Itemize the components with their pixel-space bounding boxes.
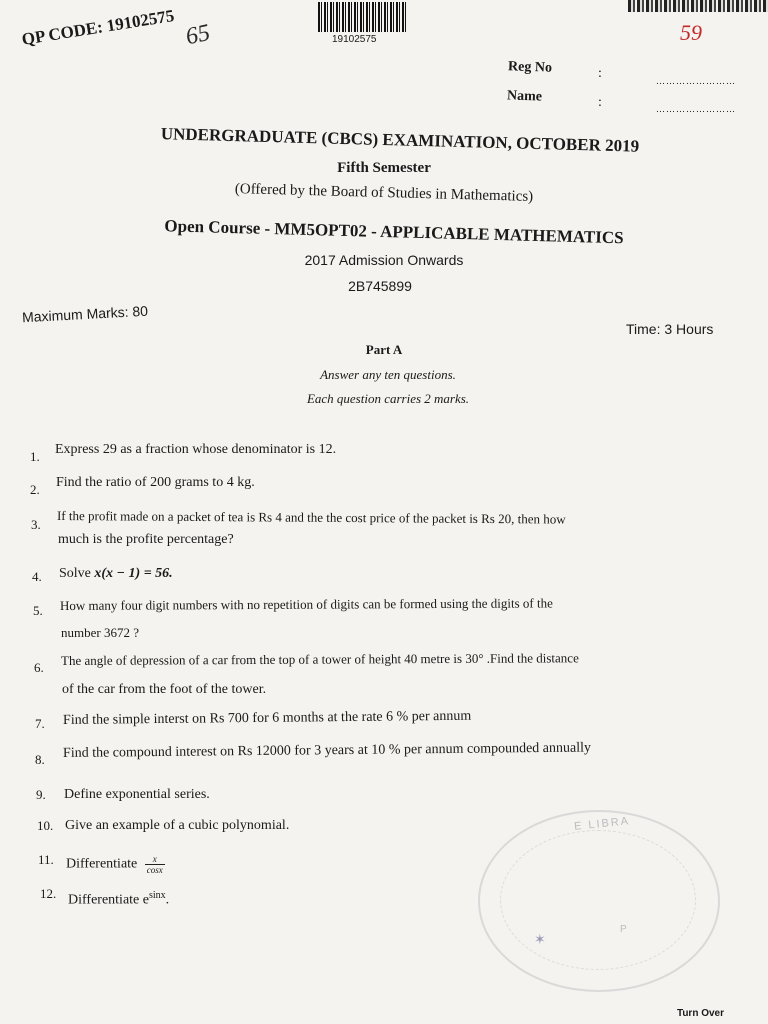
barcode	[318, 2, 406, 32]
question-text-continued: much is the profite percentage?	[58, 532, 234, 547]
question-number: 2.	[30, 482, 40, 497]
qr-code-strip	[628, 0, 768, 12]
handwritten-number: 59	[680, 20, 702, 45]
question-text	[66, 854, 165, 875]
qp-code: QP CODE: 19102575	[20, 6, 176, 49]
name-field: ……………………	[656, 104, 736, 114]
question-text: Find the simple interst on Rs 700 for 6 months at the rate 6 % per annum	[62, 708, 472, 728]
offered-by: (Offered by the Board of Studies in Mathematics)	[234, 181, 534, 205]
question-number: 5.	[33, 603, 43, 618]
barcode-number: 19102575	[332, 34, 377, 45]
question-number: 10.	[37, 818, 54, 833]
question-number: 6.	[34, 660, 44, 675]
stamp-text-top: E LIBRA	[573, 815, 631, 833]
question-number: 8.	[35, 752, 45, 767]
question-tail: .	[165, 892, 170, 908]
question-text: How many four digit numbers with no repetition of digits can be formed using the digits of the	[59, 595, 553, 613]
question-number: 3.	[31, 517, 41, 532]
handwritten-qp-mark: 65	[183, 19, 213, 51]
exam-title: UNDERGRADUATE (CBCS) EXAMINATION, OCTOBER 2019	[160, 124, 640, 156]
part-a-title: Part A	[365, 342, 403, 357]
admission: 2017 Admission Onwards	[304, 252, 464, 268]
question-text-continued: of the car from the foot of the tower.	[62, 682, 267, 697]
question-text: Give an example of a cubic polynomial.	[65, 818, 290, 833]
reg-no-field: ……………………	[656, 76, 736, 86]
part-a-instruction-1: Answer any ten questions.	[320, 367, 456, 382]
question-lead: Differentiate e	[68, 892, 149, 908]
question-text	[68, 890, 169, 909]
library-stamp-inner-ring	[500, 830, 696, 970]
reg-no-colon: :	[598, 66, 602, 81]
question-number: 7.	[35, 716, 45, 731]
question-number: 4.	[32, 569, 42, 584]
stamp-text-bottom: P	[620, 924, 629, 935]
fraction-numerator: x	[145, 854, 165, 865]
star-icon: ✶	[534, 933, 546, 948]
question-text-continued: number 3672 ?	[61, 625, 139, 640]
fraction	[145, 854, 165, 875]
max-marks: Maximum Marks: 80	[21, 302, 149, 326]
question-text: If the profit made on a packet of tea is Rs 4 and the the cost price of the packet is Rs 20, then how	[56, 508, 566, 527]
question-lead: Solve	[59, 566, 91, 581]
exam-code: 2B745899	[348, 278, 412, 294]
superscript: sinx	[148, 890, 166, 901]
question-text: Find the compound interest on Rs 12000 for 3 years at 10 % per annum compounded annually	[62, 740, 592, 761]
question-text: Find the ratio of 200 grams to 4 kg.	[56, 475, 255, 490]
name-label: Name	[506, 88, 543, 105]
question-number: 12.	[40, 886, 57, 901]
question-number: 1.	[30, 449, 40, 464]
question-text	[59, 566, 173, 582]
question-text: The angle of depression of a car from the top of a tower of height 40 metre is 30° .Find the distance	[60, 650, 579, 668]
part-a-instruction-2: Each question carries 2 marks.	[306, 391, 470, 406]
name-colon: :	[598, 95, 602, 110]
question-number: 11.	[38, 852, 54, 867]
math-equation: x(x − 1) = 56.	[94, 566, 173, 581]
question-text: Define exponential series.	[64, 787, 210, 802]
reg-no-label: Reg No	[507, 59, 553, 76]
time: Time: 3 Hours	[626, 321, 714, 337]
semester: Fifth Semester	[337, 160, 431, 176]
question-number: 9.	[36, 787, 46, 802]
course-title: Open Course - MM5OPT02 - APPLICABLE MATHEMATICS	[164, 216, 624, 248]
question-text: Express 29 as a fraction whose denominator is 12.	[55, 442, 337, 457]
question-lead: Differentiate	[66, 856, 138, 872]
fraction-denominator: cosx	[146, 865, 163, 875]
turn-over: Turn Over	[676, 1008, 724, 1019]
